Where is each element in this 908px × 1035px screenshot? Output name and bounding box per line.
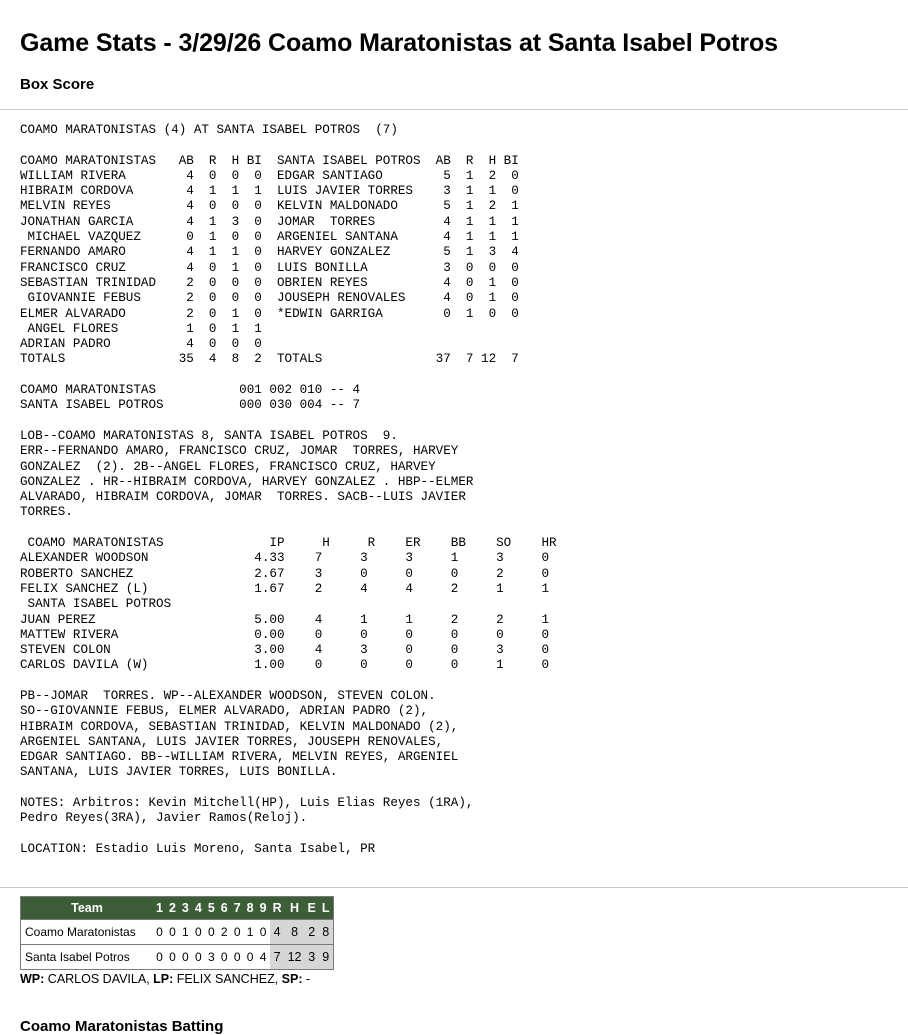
- team-name: Coamo Maratonistas: [21, 920, 154, 945]
- lp-label: LP:: [153, 972, 174, 987]
- inning-score: 1: [244, 920, 257, 945]
- sp-label: SP:: [281, 972, 303, 987]
- header-inning-3: 3: [179, 897, 192, 920]
- header-inning-8: 8: [244, 897, 257, 920]
- total-runs: 7: [270, 945, 285, 970]
- header-lob: L: [319, 897, 333, 920]
- sp-value: -: [302, 972, 311, 987]
- inning-score: 1: [179, 920, 192, 945]
- box-score-text: COAMO MARATONISTAS (4) AT SANTA ISABEL POTROS (7) COAMO MARATONISTAS AB R H BI SANTA ISABEL POTROS AB R H BI WILLIAM RIVERA 4 0 0 0 EDGAR SANTIAGO 5 1 2 0 HIBRAIM CORDOVA 4 1 1 1 LUIS JAVIER TORRES 3 1 1 0 MELVIN REYES 4 0 0 0 KELVIN MALDONADO 5 1 2 1 JONATHAN GARCIA 4 1 3 0 JOMAR TORRES 4 1 1 1 MICHAEL VAZQUEZ 0 1 0 0 ARGENIEL SANTANA 4 1 1 1 FERNANDO AMARO 4 1 1 0 HARVEY GONZALEZ 5 1 3 4 FRANCISCO CRUZ 4 0 1 0 LUIS BONILLA 3 0 0 0 SEBASTIAN TRINIDAD 2 0 0 0 OBRIEN REYES 4 0 1 0 GIOVANNIE FEBUS 2 0 0 0 JOUSEPH RENOVALES 4 0 1 0 ELMER ALVARADO 2 0 1 0 *EDWIN GARRIGA 0 1 0 0 ANGEL FLORES 1 0 1 1 ADRIAN PADRO 4 0 0 0 TOTALS 35 4 8 2 TOTALS 37 7 12 7 COAMO MARATONISTAS 001 002 010 -- 4 SANTA ISABEL POTROS 000 030 004 -- 7 LOB--COAMO MARATONISTAS 8, SANTA ISABEL POTROS 9. ERR--FERNANDO AMARO, FRANCISCO CRUZ, JOMAR TORRES, HARVEY GONZALEZ (2). 2B--ANGEL FLORES, FRANCISCO CRUZ, HARVEY GONZALEZ . HR--HIBRAIM CORDOVA, HARVEY GONZALEZ . HBP--ELMER ALVARADO, HIBRAIM CORDOVA, JOMAR TORRES. SACB--LUIS JAVIER TORRES. COAMO MARATONISTAS IP H R ER BB SO HR ALEXANDER WOODSON 4.33 7 3 3 1 3 0 ROBERTO SANCHEZ 2.67 3 0 0 0 2 0 FELIX SANCHEZ (L) 1.67 2 4 4 2 1 1 SANTA ISABEL POTROS JUAN PEREZ 5.00 4 1 1 2 2 1 MATTEW RIVERA 0.00 0 0 0 0 0 0 STEVEN COLON 3.00 4 3 0 0 3 0 CARLOS DAVILA (W) 1.00 0 0 0 0 1 0 PB--JOMAR TORRES. WP--ALEXANDER WOODSON, STEVEN COLON. SO--GIOVANNIE FEBUS, ELMER ALVARADO, ADRIAN PADRO (2), HIBRAIM CORDOVA, SEBASTIAN TRINIDAD, KELVIN MALDONADO (2), ARGENIEL SANTANA, LUIS JAVIER TORRES, JOUSEPH RENOVALES, EDGAR SANTIAGO. BB--WILLIAM RIVERA, MELVIN REYES, ARGENIEL SANTANA, LUIS JAVIER TORRES, LUIS BONILLA. NOTES: Arbitros: Kevin Mitchell(HP), Luis Elias Reyes (1RA), Pedro Reyes(3RA), Javier Ramos(Reloj). LOCATION: Estadio Luis Moreno, Santa Isabel, PR: [20, 123, 557, 856]
- inning-score: 0: [231, 945, 244, 970]
- inning-score: 0: [192, 920, 205, 945]
- header-inning-7: 7: [231, 897, 244, 920]
- inning-score: 0: [205, 920, 218, 945]
- inning-score: 4: [257, 945, 270, 970]
- header-inning-6: 6: [218, 897, 231, 920]
- header-inning-2: 2: [166, 897, 179, 920]
- inning-score: 0: [166, 945, 179, 970]
- divider: [0, 887, 908, 888]
- linescore-header-row: [21, 897, 334, 920]
- inning-score: 0: [231, 920, 244, 945]
- inning-score: 2: [218, 920, 231, 945]
- total-errors: 3: [305, 945, 319, 970]
- header-inning-1: 1: [153, 897, 166, 920]
- inning-score: 0: [244, 945, 257, 970]
- table-row: [21, 945, 334, 970]
- total-lob: 9: [319, 945, 333, 970]
- next-section-heading: Coamo Maratonistas Batting: [20, 1018, 224, 1035]
- wp-label: WP:: [20, 972, 45, 987]
- inning-score: 3: [205, 945, 218, 970]
- header-errors: E: [305, 897, 319, 920]
- header-inning-5: 5: [205, 897, 218, 920]
- total-lob: 8: [319, 920, 333, 945]
- total-runs: 4: [270, 920, 285, 945]
- inning-score: 0: [218, 945, 231, 970]
- header-team: Team: [21, 897, 154, 920]
- inning-score: 0: [257, 920, 270, 945]
- header-inning-9: 9: [257, 897, 270, 920]
- header-hits: H: [285, 897, 305, 920]
- team-name: Santa Isabel Potros: [21, 945, 154, 970]
- linescore-table: [20, 896, 334, 970]
- header-inning-4: 4: [192, 897, 205, 920]
- wp-value: CARLOS DAVILA,: [44, 972, 154, 987]
- inning-score: 0: [153, 945, 166, 970]
- box-score-heading: Box Score: [20, 76, 95, 93]
- table-row: [21, 920, 334, 945]
- inning-score: 0: [153, 920, 166, 945]
- inning-score: 0: [179, 945, 192, 970]
- total-errors: 2: [305, 920, 319, 945]
- total-hits: 12: [285, 945, 305, 970]
- inning-score: 0: [166, 920, 179, 945]
- pitching-decisions: [20, 972, 908, 986]
- page-title: Game Stats - 3/29/26 Coamo Maratonistas at Santa Isabel Potros: [20, 29, 778, 57]
- inning-score: 0: [192, 945, 205, 970]
- total-hits: 8: [285, 920, 305, 945]
- header-runs: R: [270, 897, 285, 920]
- lp-value: FELIX SANCHEZ,: [173, 972, 282, 987]
